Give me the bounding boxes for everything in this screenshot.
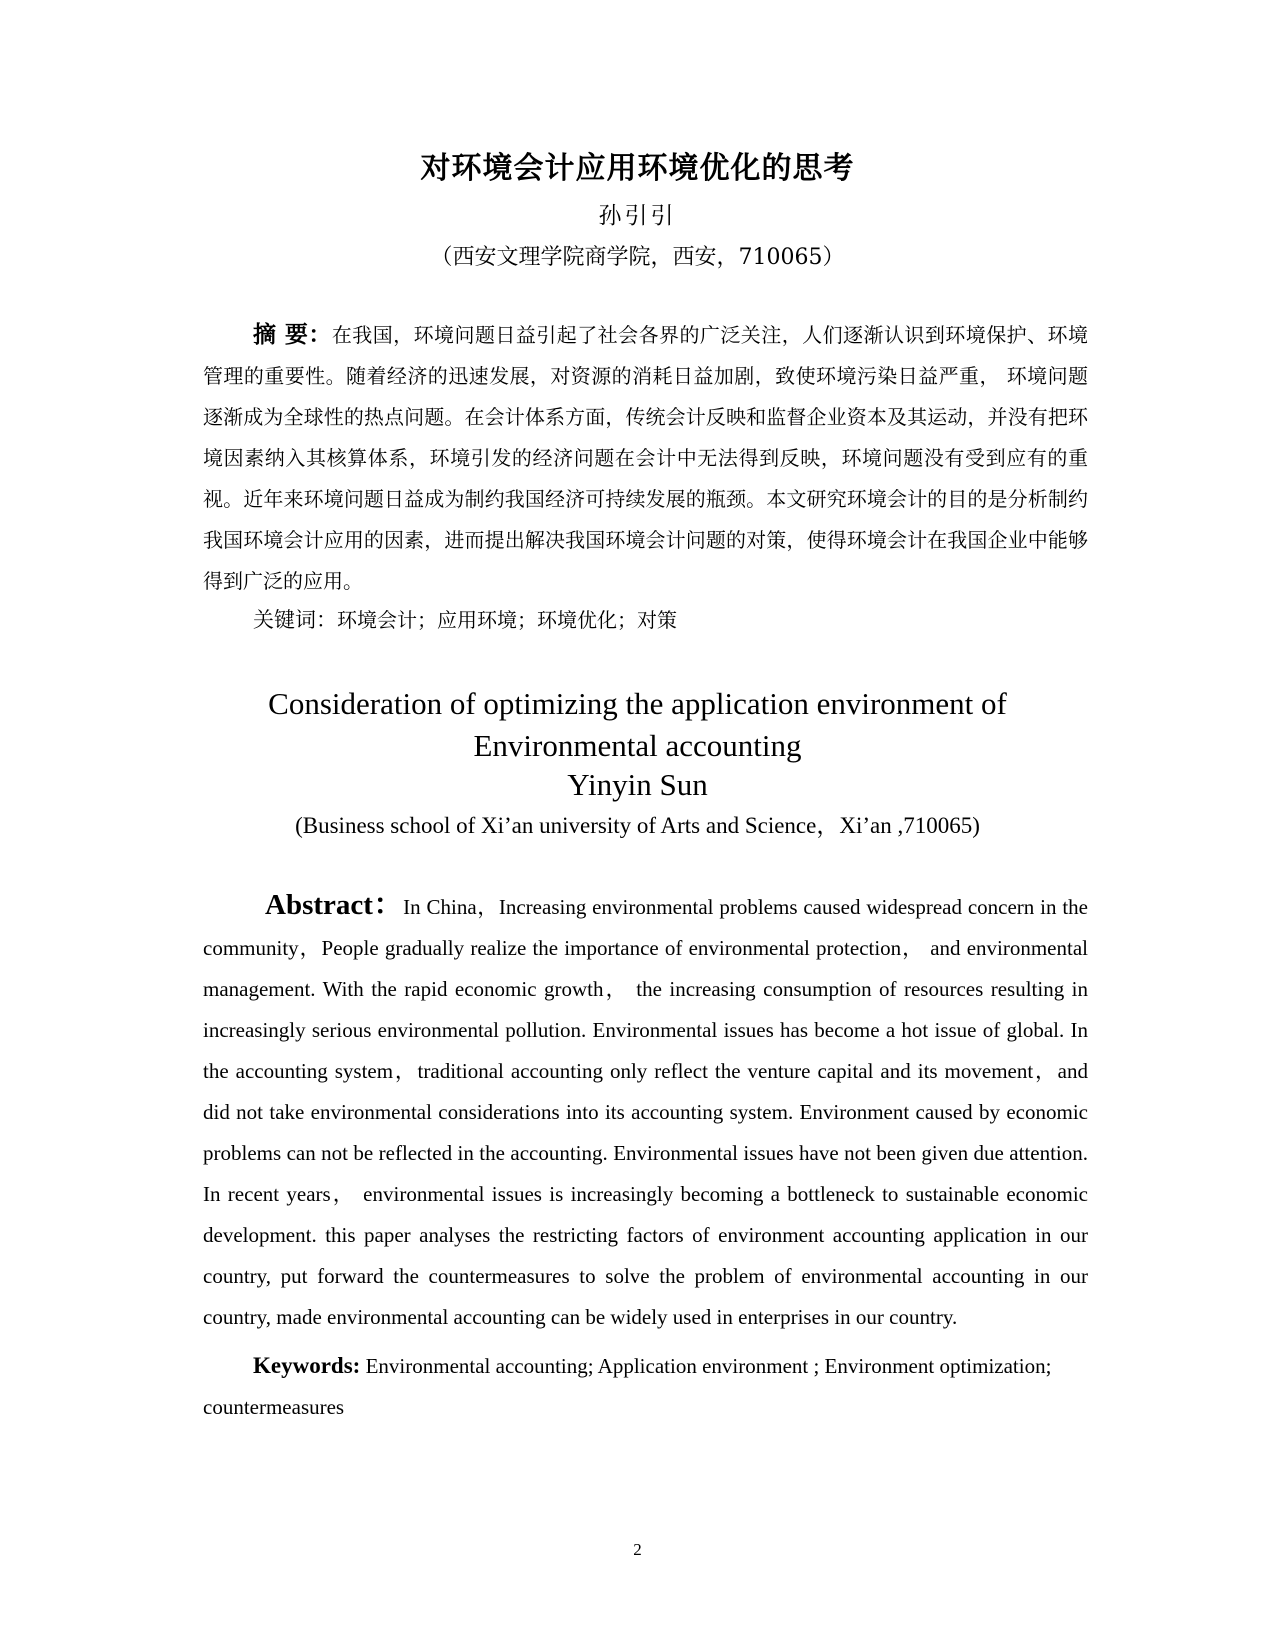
english-title-line-1: Consideration of optimizing the application environment of [268, 686, 1007, 721]
english-author: Yinyin Sun [567, 767, 708, 802]
english-abstract-label: Abstract： [265, 889, 404, 921]
chinese-author: 孙引引 [598, 203, 677, 229]
chinese-title: 对环境会计应用环境优化的思考 [420, 151, 855, 186]
chinese-keywords [253, 605, 1088, 635]
chinese-abstract [203, 315, 1088, 602]
english-title-line-2: Environmental accounting [473, 728, 802, 763]
english-keywords [203, 1345, 1088, 1428]
chinese-keywords-text: 环境会计；应用环境；环境优化；对策 [337, 608, 677, 632]
english-abstract [203, 885, 1088, 1338]
chinese-abstract-label: 摘 要： [253, 322, 332, 348]
chinese-abstract-text: 在我国，环境问题日益引起了社会各界的广泛关注，人们逐渐认识到环境保护、环境管理的重要性。随着经济的迅速发展，对资源的消耗日益加剧，致使环境污染日益严重， 环境问题逐渐成为全球性的热点问题。在会计体系方面，传统会计反映和监督企业资本及其运动，并没有把环境因素纳入其核算体系，环境引发的经济问题在会计中无法得到反映，环境问题没有受到应有的重视。近年来环境问题日益成为制约我国经济可持续发展的瓶颈。本文研究环境会计的目的是分析制约我国环境会计应用的因素，进而提出解决我国环境会计问题的对策，使得环境会计在我国企业中能够得到广泛的应用。 [203, 323, 1088, 593]
english-affiliation: (Business school of Xi’an university of Arts and Science，Xi’an ,710065) [295, 813, 980, 838]
english-title [0, 683, 1275, 767]
english-keywords-label: Keywords: [253, 1353, 361, 1378]
chinese-keywords-label: 关键词： [253, 608, 337, 632]
page-number: 2 [633, 1540, 642, 1559]
english-abstract-text: In China，Increasing environmental problems caused widespread concern in the community，People gradually realize the importance of environmental protection， and environmental management. With the rapid economic growth， the increasing consumption of resources resulting in increasingly serious environmental pollution. Environmental issues has become a hot issue of global. In the accounting system，traditional accounting only reflect the venture capital and its movement，and did not take environmental considerations into its accounting system. Environment caused by economic problems can not be reflected in the accounting. Environmental issues have not been given due attention. In recent years， environmental issues is increasingly becoming a bottleneck to sustainable economic development. this paper analyses the restricting factors of environment accounting application in our country, put forward the countermeasures to solve the problem of environmental accounting in our country, made environmental accounting can be widely used in enterprises in our country. [203, 895, 1088, 1329]
chinese-affiliation: （西安文理学院商学院，西安，710065） [430, 245, 845, 270]
english-keywords-text: Environmental accounting; Application environment ; Environment optimization; countermeasures [203, 1354, 1052, 1419]
